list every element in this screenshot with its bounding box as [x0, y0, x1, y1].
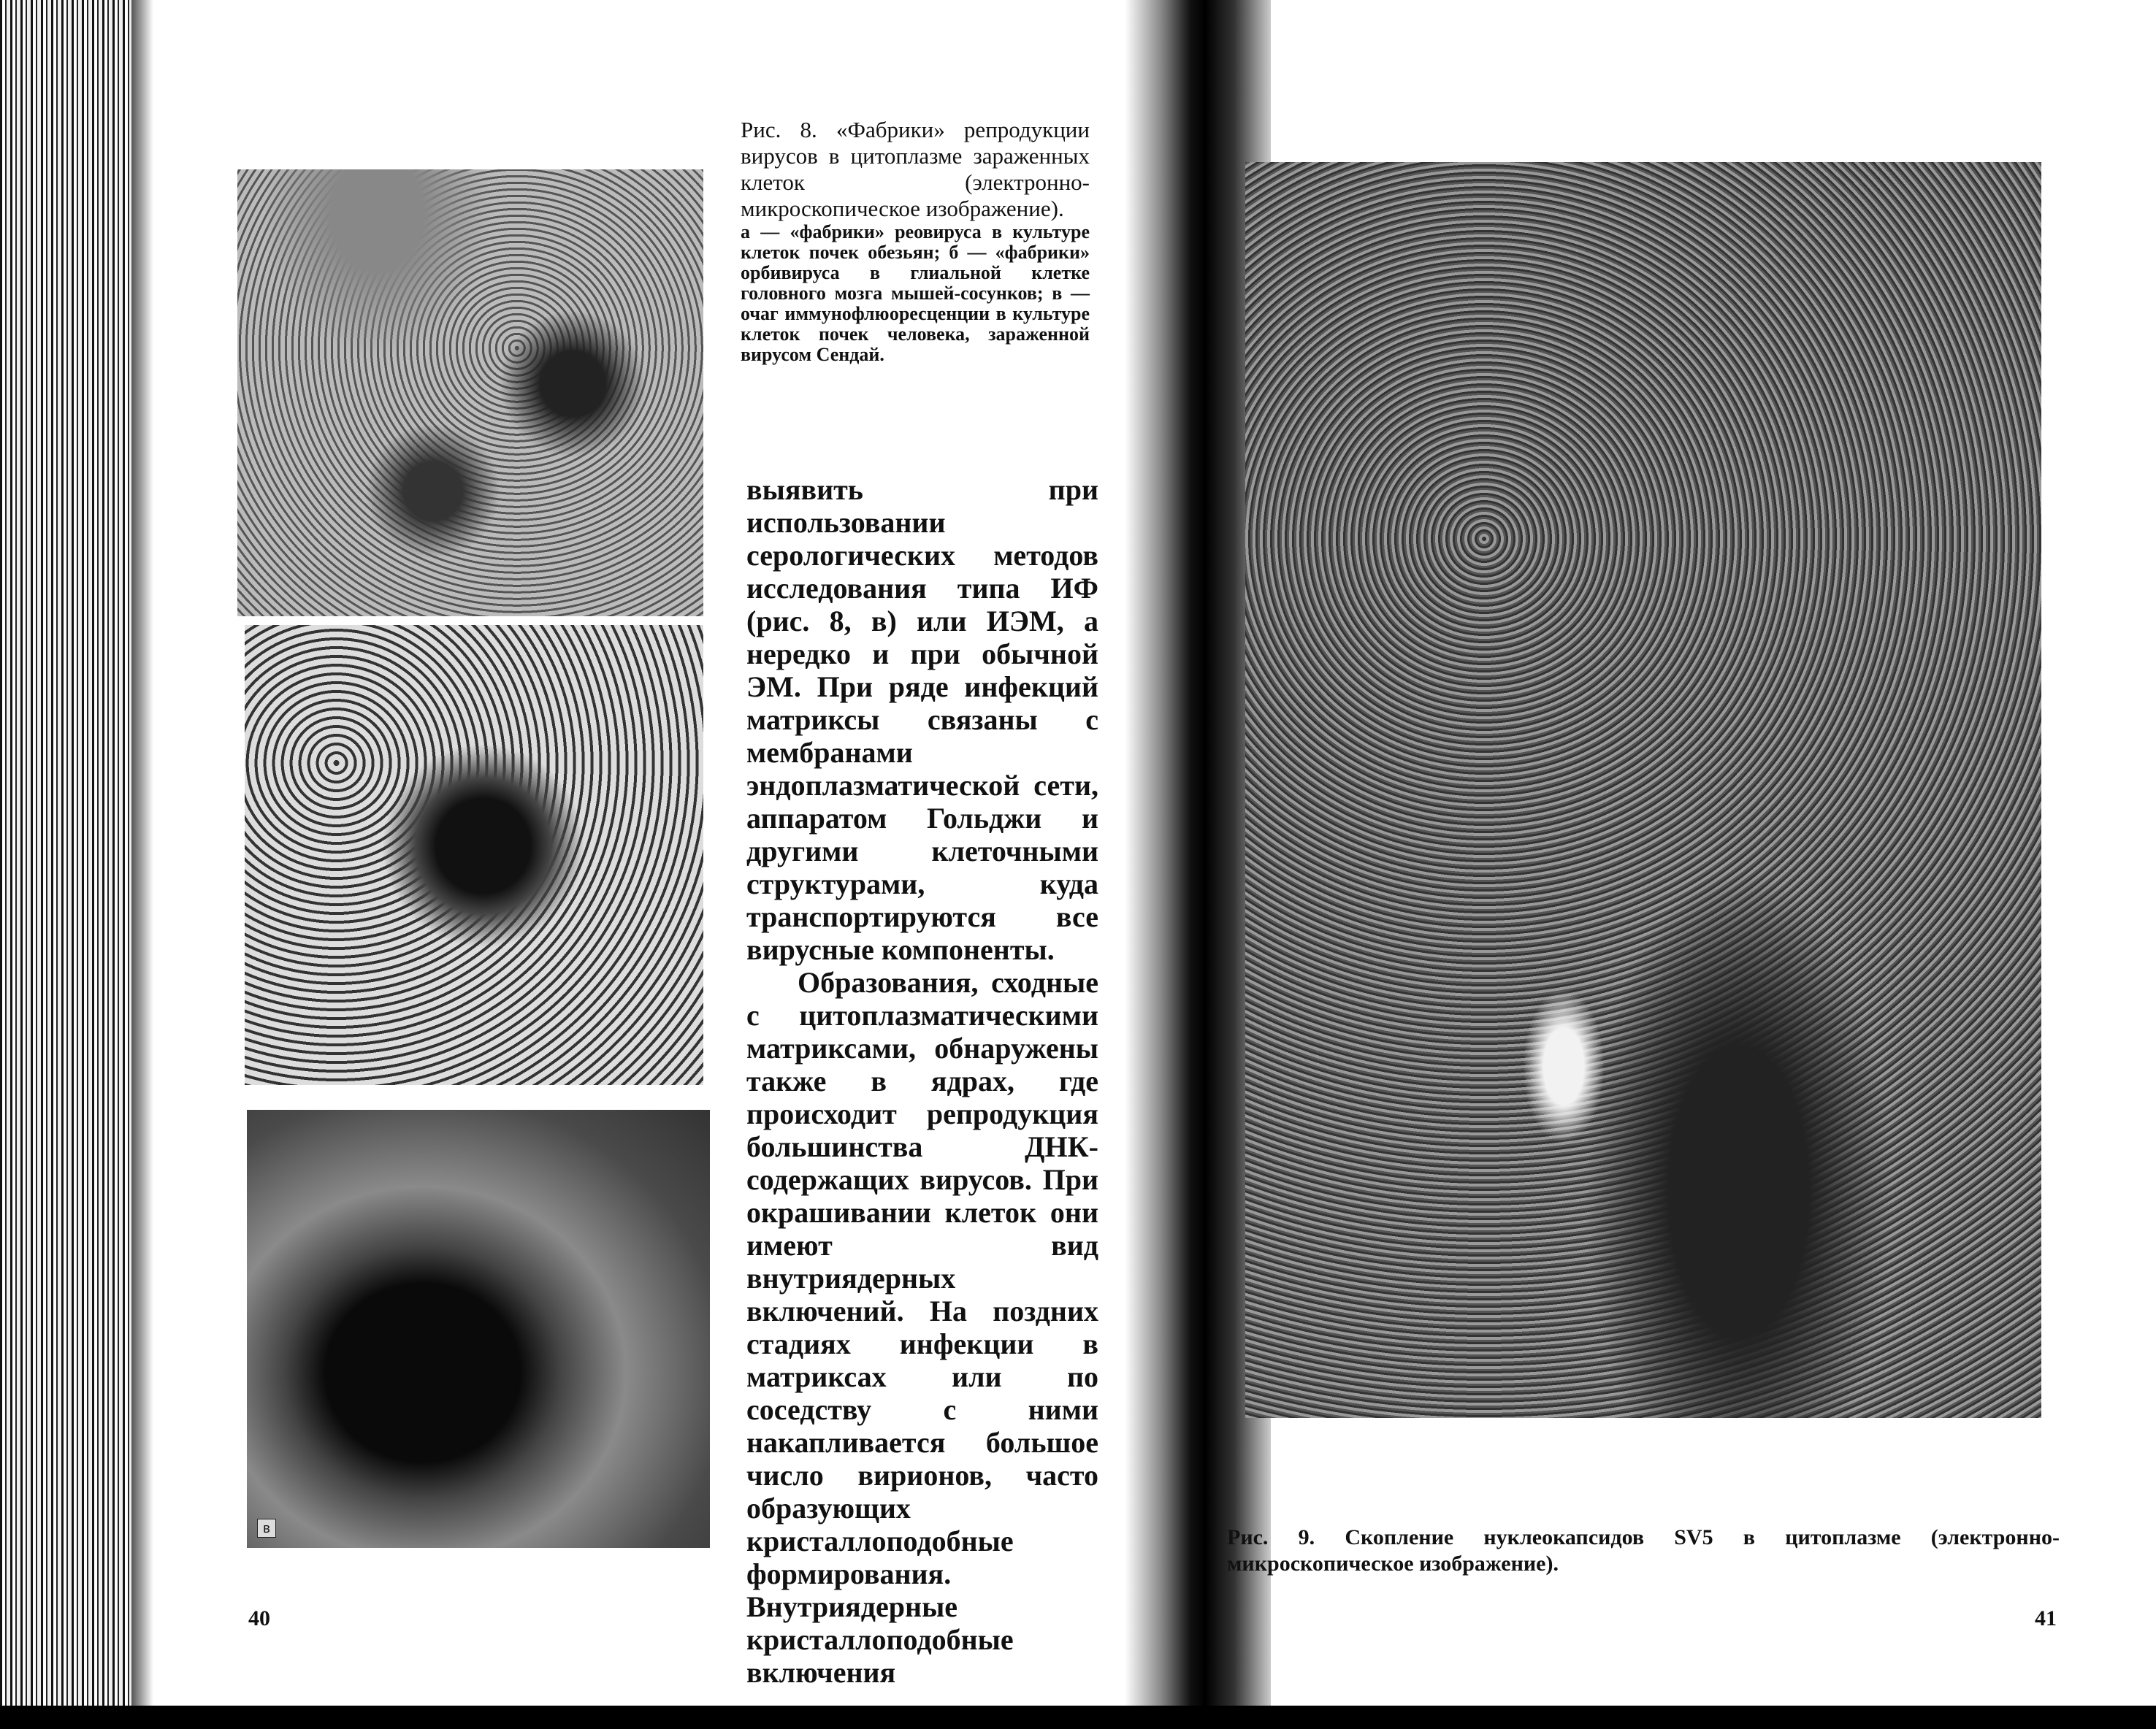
right-page-number: 41	[2035, 1606, 2057, 1630]
left-page-number: 40	[248, 1606, 270, 1630]
figure8-panel-a-micrograph	[237, 169, 703, 616]
figure8-panel-c-label: в	[257, 1519, 276, 1538]
left-page-body-text	[746, 473, 1098, 1689]
left-book-edge	[0, 0, 153, 1729]
figure8-panel-b-micrograph	[245, 625, 703, 1085]
scan-bottom-border	[0, 1706, 2156, 1729]
figure8-legend: а — «фабрики» реовируса в культуре клеток почек обезьян; б — «фабрики» орбивируса в глиальной клетке головного мозга мышей-сосунков; в — очаг иммунофлюоресценции в культуре клеток почек человека, зараженной вирусом Сендай.	[741, 221, 1090, 365]
figure8-caption-block	[741, 117, 1090, 365]
figure9-caption: Рис. 9. Скопление нуклеокапсидов SV5 в цитоплазме (электронно-микроскопическое изображение).	[1227, 1525, 2060, 1576]
figure8-panel-c-micrograph	[247, 1110, 710, 1548]
figure8-caption: Рис. 8. «Фабрики» репродукции вирусов в цитоплазме зараженных клеток (электронно-микроскопическое изображение).	[741, 117, 1090, 221]
figure9-micrograph	[1245, 162, 2041, 1418]
body-paragraph-1: выявить при использовании серологических методов исследования типа ИФ (рис. 8, в) или ИЭМ, а нередко и при обычной ЭМ. При ряде инфекций матриксы связаны с мембранами эндоплазматической сети, аппаратом Гольджи и другими клеточными структурами, куда транспортируются все вирусные компоненты.	[746, 473, 1098, 966]
body-paragraph-2: Образования, сходные с цитоплазматическими матриксами, обнаружены также в ядрах, где происходит репродукция большинства ДНК-содержащих вирусов. При окрашивании клеток они имеют вид внутриядерных включений. На поздних стадиях инфекции в матриксах или по соседству с ними накапливается большое число вирионов, часто образующих кристаллоподобные формирования. Внутриядерные кристаллоподобные включения	[746, 966, 1098, 1689]
